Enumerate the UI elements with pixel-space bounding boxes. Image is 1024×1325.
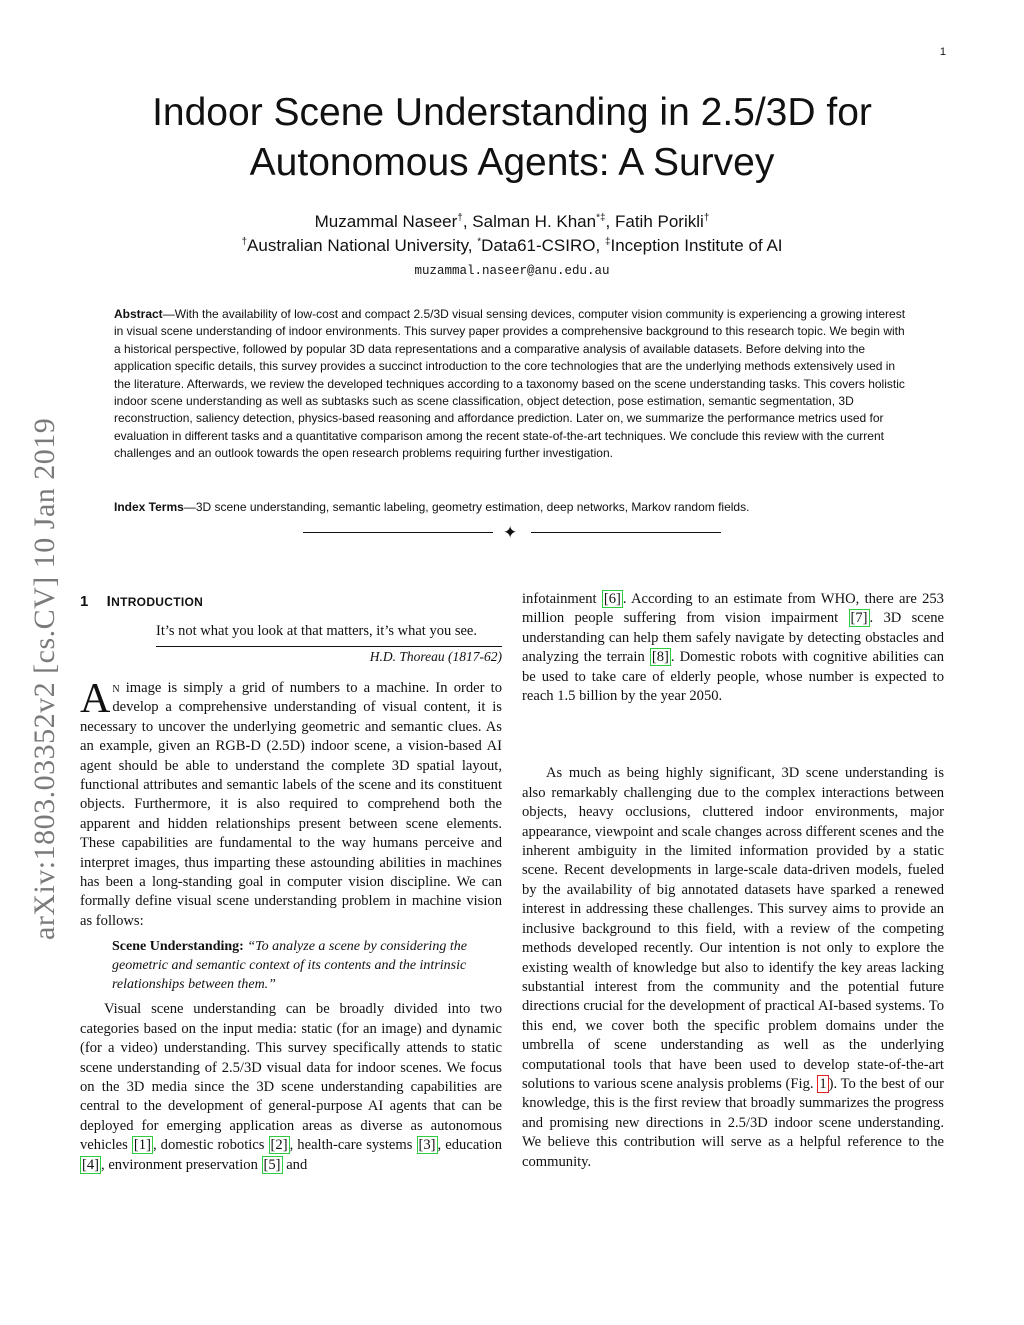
author-name: Muzammal Naseer — [314, 212, 458, 231]
index-terms-text: —3D scene understanding, semantic labeling, geometry estimation, deep networks, Markov random fields. — [183, 500, 750, 514]
definition-text: “To analyze a scene by considering the geometric and semantic context of its contents and the intrinsic relationships between them.” — [112, 939, 467, 993]
left-column — [80, 590, 502, 1175]
page-number: 1 — [939, 46, 946, 58]
citation-link[interactable]: [5] — [263, 1156, 281, 1173]
abstract — [114, 306, 912, 463]
citation-link[interactable]: [2] — [270, 1137, 288, 1154]
section-number: 1 — [80, 593, 89, 610]
epigraph-author: H.D. Thoreau (1817-62) — [369, 649, 502, 664]
affiliation-mark: † — [241, 236, 248, 248]
paper-title — [0, 88, 1024, 188]
affiliation-name: Australian National University, — [247, 236, 478, 255]
citation-link[interactable]: [3] — [418, 1137, 436, 1154]
section-heading — [80, 590, 502, 614]
definition-label: Scene Understanding: — [112, 939, 244, 955]
paragraph-text: image is simply a grid of numbers to a machine. In order to develop a comprehensive understanding of visual content, it is necessary to uncover the underlying geometric and semantic clues. As an example, given an RGB-D (2.5D) indoor scene, a vision-based AI agent should be able to understand the complete 3D spatial layout, functional attributes and semantic labels of the scene and its constituent objects. Furthermore, it is also required to comprehend both the apparent and hidden relationships present between scene elements. These capabilities are fundamental to the way humans perceive and interpret images, thus imparting these astounding abilities in machines has been a long-standing goal in computer vision discipline. We can formally define visual scene understanding problem in machine vision as follows: — [80, 680, 502, 929]
arxiv-stamp: arXiv:1803.03352v2 [cs.CV] 10 Jan 2019 — [28, 417, 61, 940]
paragraph-text: , health-care systems — [289, 1137, 417, 1154]
divider-diamond-icon: ✦ — [503, 523, 518, 543]
lead-word: n — [112, 680, 120, 696]
affiliation-mark: † — [703, 212, 710, 224]
citation-link[interactable]: [7] — [850, 610, 868, 627]
intro-paragraph — [80, 676, 502, 931]
body-paragraph — [80, 1000, 502, 1175]
paragraph-text: , education — [437, 1137, 503, 1154]
section-title-rest: NTRODUCTION — [111, 595, 204, 609]
paragraph-text: ). To the best of our knowledge, this is the first review that broadly summarizes the progress and promising new directions in 2.5/3D indoor scene understanding. We believe this contribution will serve as a helpful reference to the community. — [522, 1075, 944, 1170]
paragraph-text: infotainment — [522, 591, 602, 607]
section-title-initial: I — [106, 593, 112, 610]
affiliation-name: Inception Institute of AI — [610, 236, 783, 255]
citation-link[interactable]: [4] — [82, 1156, 100, 1173]
index-terms — [114, 499, 912, 516]
figure-link[interactable]: 1 — [819, 1075, 827, 1092]
paragraph-text: . 3D scene understanding can help them safely navigate by detecting obstacles and analyzing the terrain — [522, 610, 944, 666]
index-terms-label: Index Terms — [114, 500, 184, 514]
dropcap: A — [80, 676, 111, 722]
author-name: Salman H. Khan — [472, 212, 597, 231]
paragraph-text: Visual scene understanding can be broadly divided into two categories based on the input media: static (for an image) and dynamic (for a video) understanding. This survey specifically attends to static scene understanding of 2.5/3D visual data for indoor scenes. We focus on the 3D media since the 3D scene understanding capabilities are central to the development of general-purpose AI agents that can be deployed for emerging application areas as diverse as autonomous vehicles — [80, 1001, 502, 1154]
paragraph-text: , domestic robotics — [152, 1137, 269, 1154]
section-divider — [0, 524, 1024, 544]
body-paragraph — [522, 590, 944, 706]
citation-link[interactable]: [1] — [133, 1137, 151, 1154]
abstract-text: —With the availability of low-cost and compact 2.5/3D visual sensing devices, computer vision community is experiencing a growing interest in visual scene understanding of indoor environments. This survey paper provides a comprehensive background to this research topic. We begin with a historical perspective, followed by popular 3D data representations and a comparative analysis of available datasets. Before delving into the application specific details, this survey provides a succinct introduction to the core technologies that are the underlying methods extensively used in the literature. Afterwards, we review the developed techniques according to a taxonomy based on the scene understanding tasks. This covers holistic indoor scene understanding as well as subtasks such as scene classification, object detection, pose estimation, semantic segmentation, 3D reconstruction, saliency detection, physics-based reasoning and affordance prediction. Later on, we summarize the performance metrics used for evaluation in different tasks and a quantitative comparison among the recent state-of-the-art techniques. We conclude this review with the current challenges and an outlook towards the open research problems requiring further investigation. — [114, 307, 906, 461]
epigraph-quote: It’s not what you look at that matters, it’s what you see. — [156, 623, 477, 639]
author-name: Fatih Porikli — [615, 212, 704, 231]
affiliation-name: Data61-CSIRO, — [481, 236, 605, 255]
citation-link[interactable]: [8] — [651, 649, 669, 666]
abstract-label: Abstract — [114, 307, 163, 321]
body-paragraph — [522, 764, 944, 1172]
paragraph-text: , environment preservation — [101, 1156, 262, 1173]
right-column — [522, 590, 944, 1172]
paragraph-text: . According to an estimate from WHO, there are 253 million people suffering from vision impairment — [522, 591, 944, 627]
affiliation-mark: *‡ — [596, 212, 606, 224]
affiliation-mark: ‡ — [604, 236, 611, 248]
contact-email: muzammal.naseer@anu.edu.au — [414, 264, 610, 278]
divider-line — [531, 532, 721, 533]
paragraph-text: . Domestic robots with cognitive abilities can be used to take care of elderly people, whose number is expected to reach 1.5 billion by the year 2050. — [522, 649, 944, 705]
affiliation-list — [0, 234, 1024, 258]
title-line-2: Autonomous Agents: A Survey — [249, 141, 775, 184]
paragraph-text: and — [282, 1156, 308, 1173]
author-list: Muzammal Naseer†, Salman H. Khan*‡, Fatih Porikli† — [314, 212, 710, 231]
affiliation-mark: † — [457, 212, 463, 224]
affiliation-mark: * — [477, 236, 482, 248]
divider-line — [303, 532, 493, 533]
paragraph-text: As much as being highly significant, 3D scene understanding is also remarkably challenging due to the complex interactions between objects, heavy occlusions, cluttered indoor environments, major appearance, viewpoint and scale changes across different scenes and the inherent ambiguity in the limited information provided by a static scene. Recent developments in large-scale data-driven models, fueled by the availability of big annotated datasets have sparked a renewed interest in addressing these challenges. This survey aims to provide an inclusive background to this field, with a review of the competing methods developed recently. Our intention is not only to explore the existing wealth of knowledge but also to identify the key areas lacking substantial interest from the community and the potential future directions crucial for the development of practical AI-based systems. To this end, we cover both the specific problem domains under the umbrella of scene understanding as well as the underlying computational tools that have been used to develop state-of-the-art solutions to various scene analysis problems (Fig. — [522, 765, 944, 1092]
definition-block — [112, 937, 470, 994]
citation-link[interactable]: [6] — [603, 591, 621, 607]
title-line-1: Indoor Scene Understanding in 2.5/3D for — [152, 91, 872, 134]
column-gap — [522, 706, 944, 764]
